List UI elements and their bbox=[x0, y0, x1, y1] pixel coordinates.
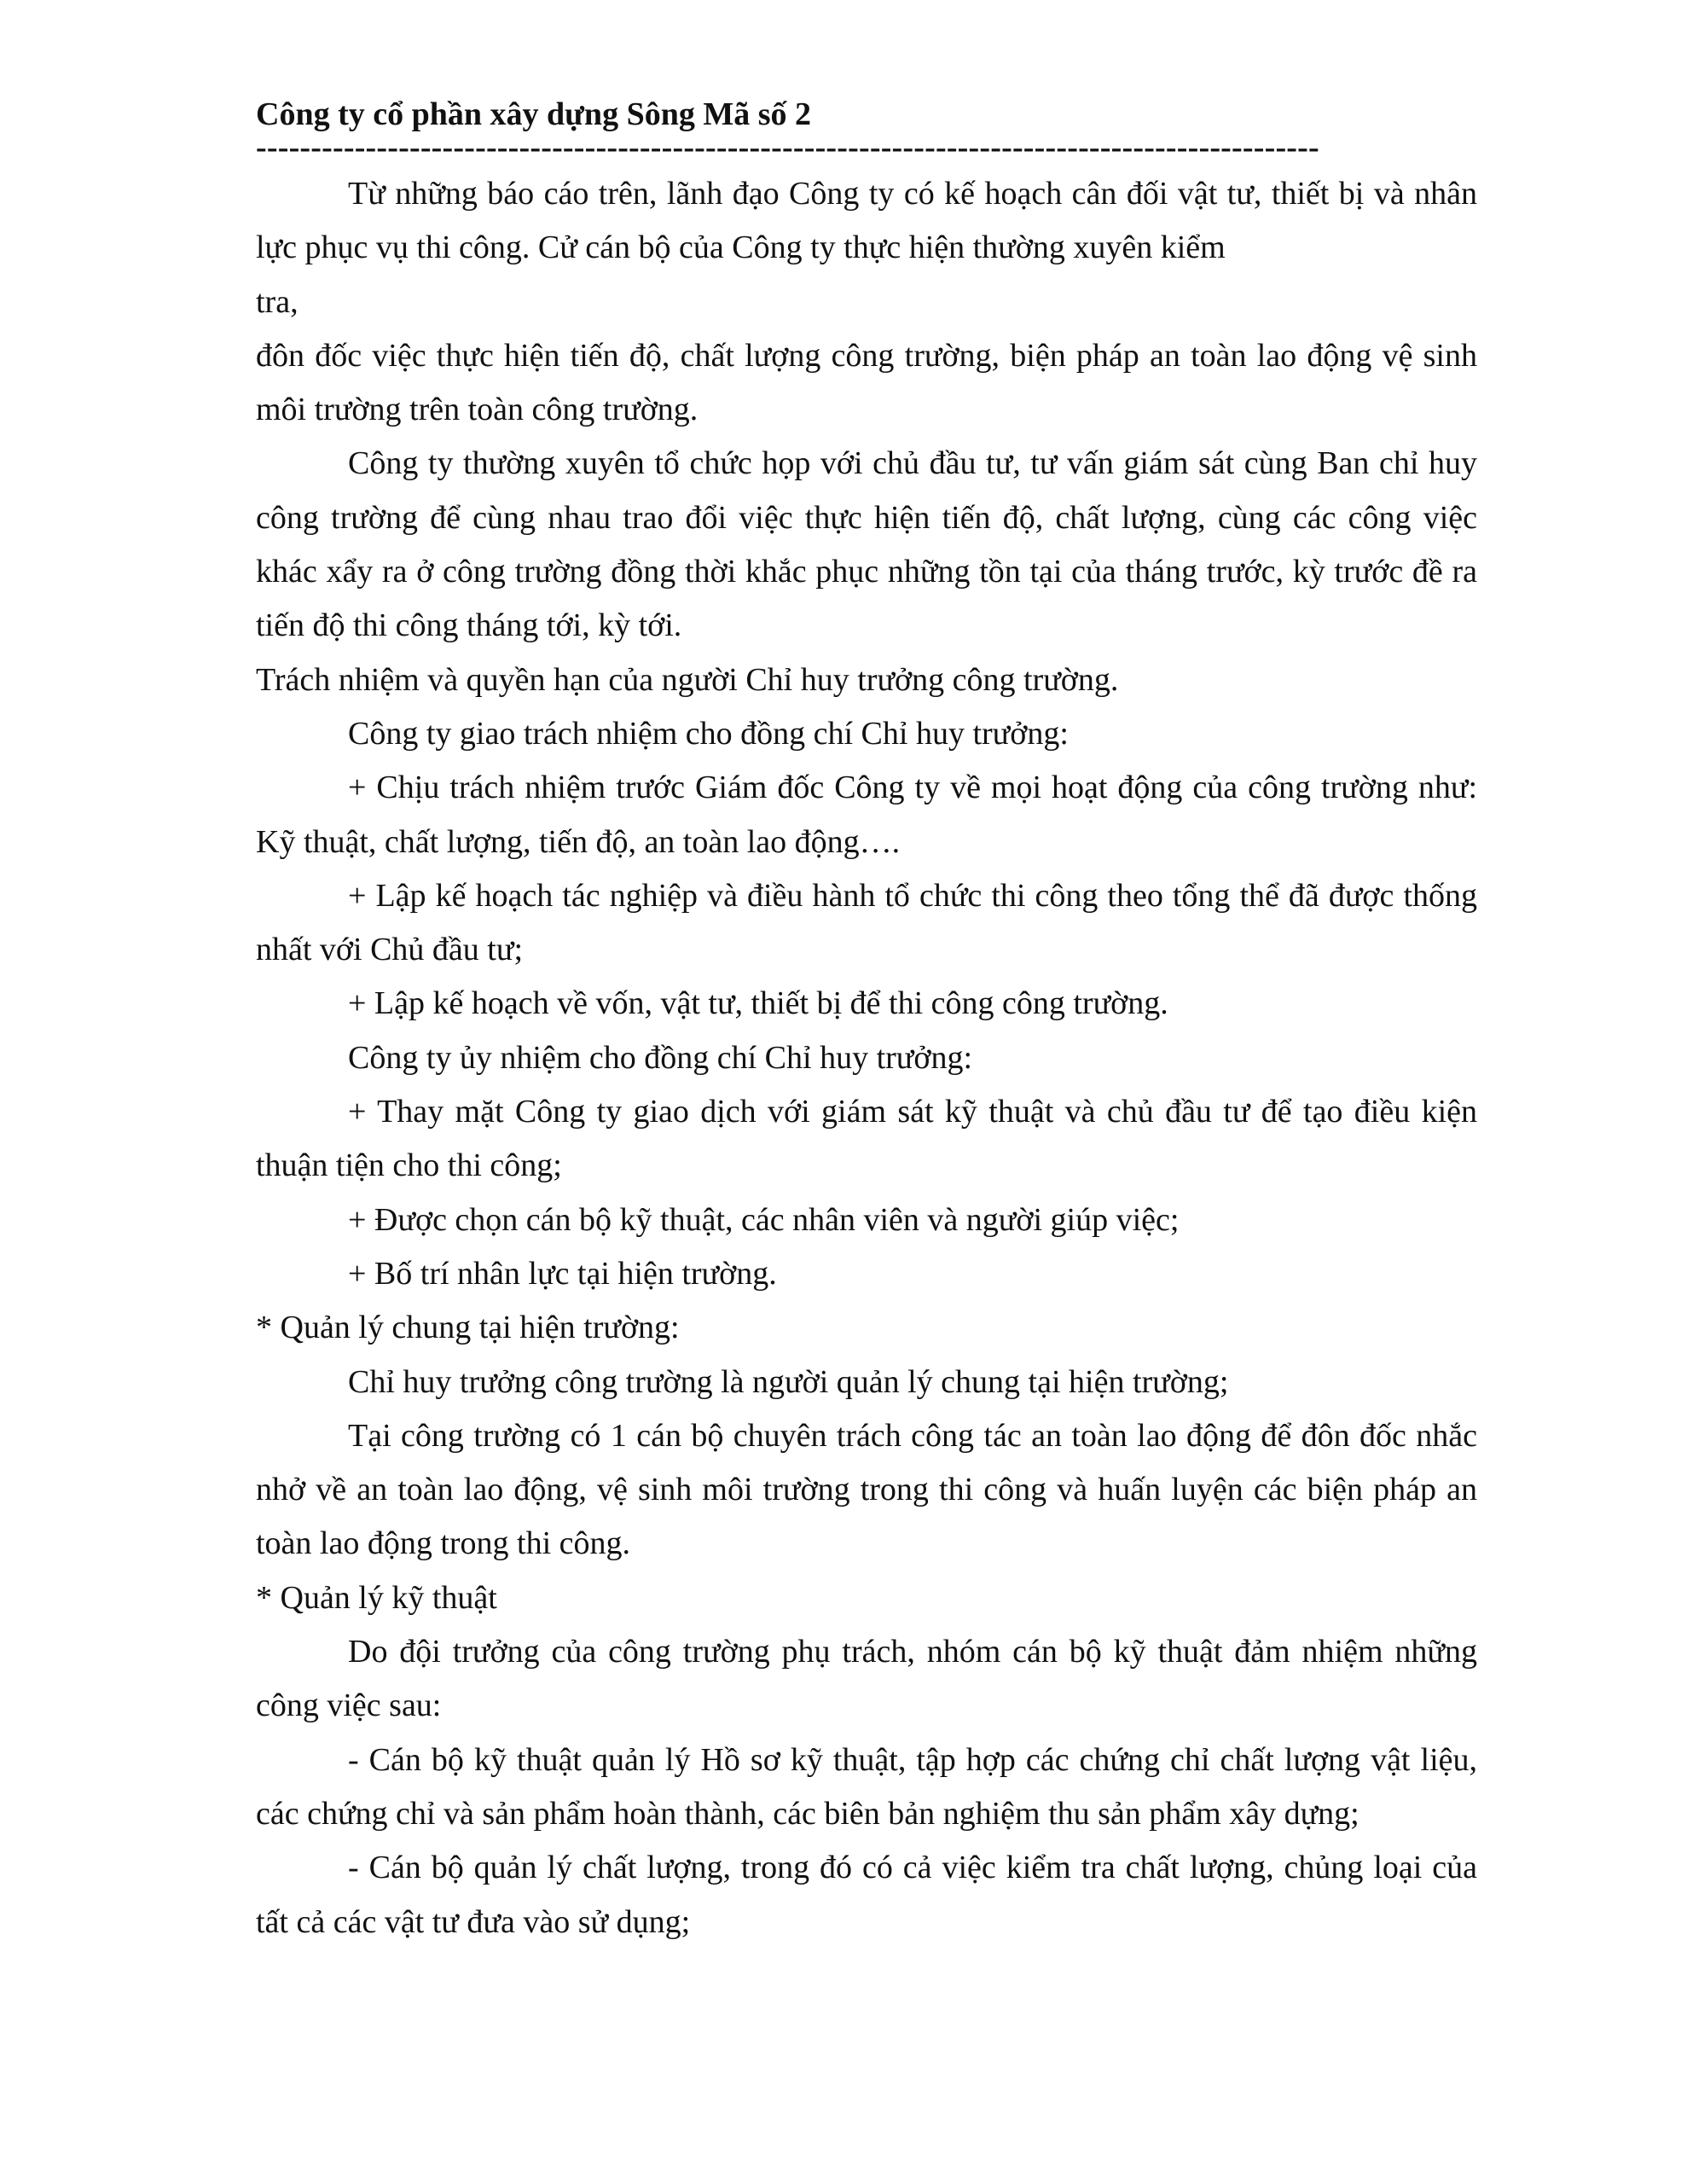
paragraph-reports-cont: tra, bbox=[256, 283, 299, 320]
paragraph-meetings: Công ty thường xuyên tổ chức họp với chủ đầu tư, tư vấn giám sát cùng Ban chỉ huy công trường để cùng nhau trao đổi việc thực hiện tiến độ, chất lượng, cùng các công việc khác xẩy ra ở công trường đồng thời khắc phục những tồn tại của tháng trước, kỳ trước đề ra tiến độ thi công tháng tới, kỳ tới. bbox=[256, 445, 1477, 644]
section-heading-technical-management: * Quản lý kỹ thuật bbox=[256, 1579, 497, 1616]
company-header: Công ty cổ phần xây dựng Sông Mã số 2 bbox=[256, 96, 811, 132]
paragraph-assignment: Công ty giao trách nhiệm cho đồng chí Chỉ huy trưởng: bbox=[348, 715, 1069, 752]
section-heading-general-management: * Quản lý chung tại hiện trường: bbox=[256, 1310, 680, 1346]
paragraph-reports: Từ những báo cáo trên, lãnh đạo Công ty có kế hoạch cân đối vật tư, thiết bị và nhân lực phục vụ thi công. Cử cán bộ của Công ty thực hiện thường xuyên kiểm bbox=[256, 176, 1477, 266]
list-item-technical-2: - Cán bộ quản lý chất lượng, trong đó có cả việc kiểm tra chất lượng, chủng loại của tất cả các vật tư đưa vào sử dụng; bbox=[256, 1850, 1477, 1940]
list-item-responsibility-2: + Lập kế hoạch tác nghiệp và điều hành tổ chức thi công theo tổng thể đã được thống nhất với Chủ đầu tư; bbox=[256, 877, 1477, 968]
list-item-technical-1: - Cán bộ kỹ thuật quản lý Hồ sơ kỹ thuật, tập hợp các chứng chỉ chất lượng vật liệu, các chứng chỉ và sản phẩm hoàn thành, các biên bản nghiệm thu sản phẩm xây dựng; bbox=[256, 1741, 1477, 1832]
section-heading-responsibilities: Trách nhiệm và quyền hạn của người Chỉ huy trưởng công trường. bbox=[256, 661, 1119, 698]
header-divider: ------------------------------------------------------------------------------------------------- bbox=[256, 135, 1319, 164]
list-item-responsibility-1: + Chịu trách nhiệm trước Giám đốc Công ty về mọi hoạt động của công trường như: Kỹ thuật, chất lượng, tiến độ, an toàn lao động…. bbox=[256, 770, 1477, 860]
list-item-responsibility-3: + Lập kế hoạch về vốn, vật tư, thiết bị để thi công công trường. bbox=[348, 985, 1168, 1022]
paragraph-authorization: Công ty ủy nhiệm cho đồng chí Chỉ huy trưởng: bbox=[348, 1039, 973, 1076]
list-item-authority-2: + Được chọn cán bộ kỹ thuật, các nhân viên và người giúp việc; bbox=[348, 1201, 1180, 1238]
list-item-authority-3: + Bố trí nhân lực tại hiện trường. bbox=[348, 1255, 777, 1292]
document-page bbox=[256, 94, 1477, 1949]
paragraph-technical-team: Do đội trưởng của công trường phụ trách, nhóm cán bộ kỹ thuật đảm nhiệm những công việc sau: bbox=[256, 1634, 1477, 1724]
paragraph-safety-officer: Tại công trường có 1 cán bộ chuyên trách công tác an toàn lao động để đôn đốc nhắc nhở về an toàn lao động, vệ sinh môi trường trong thi công và huấn luyện các biện pháp an toàn lao động trong thi công. bbox=[256, 1417, 1477, 1562]
document-body bbox=[256, 167, 1477, 1949]
paragraph-site-commander: Chỉ huy trưởng công trường là người quản lý chung tại hiện trường; bbox=[348, 1363, 1229, 1400]
list-item-authority-1: + Thay mặt Công ty giao dịch với giám sát kỹ thuật và chủ đầu tư để tạo điều kiện thuận tiện cho thi công; bbox=[256, 1094, 1477, 1184]
paragraph-supervision: đôn đốc việc thực hiện tiến độ, chất lượng công trường, biện pháp an toàn lao động vệ sinh môi trường trên toàn công trường. bbox=[256, 337, 1477, 428]
